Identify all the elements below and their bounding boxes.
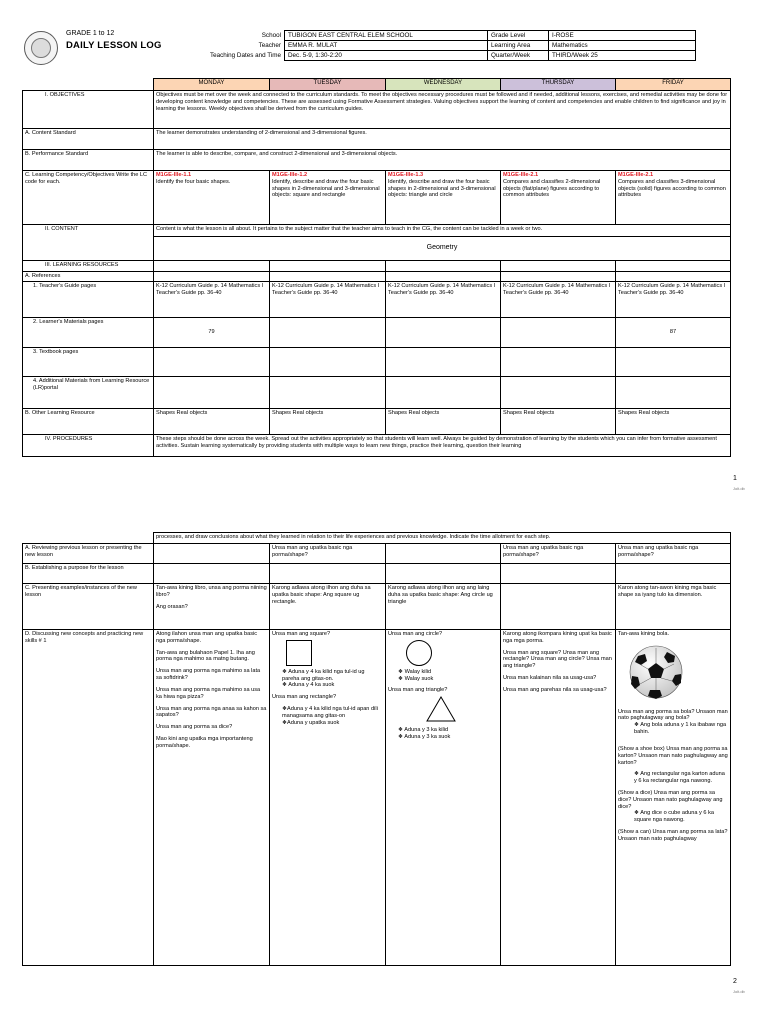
bullet-text: Aduna y 4 ka kilid nga tul-id ug pareha ang gitas-on.	[282, 668, 365, 682]
fri-line: Tan-awa kining bola.	[618, 631, 669, 637]
tg-wednesday: K-12 Curriculum Guide p. 14 Mathematics I Teacher's Guide pp. 36-40	[386, 281, 501, 317]
quarter-value: THIRD/Week 25	[549, 51, 696, 61]
page-footer-mark: Jolt.db	[733, 989, 745, 994]
lc-text: Compares and classifies 2-dimensional objects (flat/plane) figures according to common attributes	[503, 178, 601, 199]
row-procedures	[23, 434, 731, 456]
bullet-text: Aduna y 3 ka suok	[404, 733, 451, 740]
row-other-resource	[23, 408, 731, 434]
gradelevel-value: I-ROSE	[549, 31, 696, 41]
row-objectives	[23, 91, 731, 129]
day-monday: MONDAY	[154, 79, 270, 91]
resources-label: III. LEARNING RESOURCES	[23, 261, 154, 272]
wed-q-circle: Unsa man ang circle?	[388, 631, 443, 637]
lc-text: Compares and classifies 3-dimensional objects (solid) figures according to common attributes	[618, 178, 726, 199]
wed-triangle-bullet: ❖ Aduna y 3 ka kilid	[398, 727, 449, 734]
other-monday: Shapes Real objects	[154, 408, 270, 434]
lc-code: M1GE-IIIe-1.2	[272, 172, 308, 178]
day-thursday: THURSDAY	[501, 79, 616, 91]
tue-square-bullet: ❖ Aduna y 4 ka kilid nga tul-id ug pareha ang gitas-on.	[282, 668, 365, 682]
discussing-friday	[616, 630, 731, 966]
row-references	[23, 272, 731, 282]
row-performance-standard	[23, 150, 731, 171]
fri-bullet: ❖ Ang dice o cube aduna y 6 ka square nga nawong.	[634, 810, 714, 824]
competency-wednesday	[386, 171, 501, 225]
row-learners-materials	[23, 317, 731, 347]
procedures-text: These steps should be done across the week. Spread out the activities appropriately so that students will learn well. Always be guided by demonstration of learning by the students which you can infer from formative assessment activities. Sustain learning systematically by providing students with multiple ways to learn new things, practice their learning, question their learning	[154, 434, 731, 456]
mon-line: Atong ilahon unsa man ang upatka basic nga porma/shape.	[156, 631, 258, 644]
other-wednesday: Shapes Real objects	[386, 408, 501, 434]
content-label: II. CONTENT	[23, 225, 154, 261]
lm-wednesday	[386, 317, 501, 347]
mon-line: Unsa man ang porma nga mahimo sa lata sa softdrink?	[156, 668, 261, 682]
presenting-monday	[154, 584, 270, 630]
school-value: TUBIGON EAST CENTRAL ELEM SCHOOL	[285, 31, 488, 41]
thu-line: Karong atong ikompara kining upat ka basic nga mga porma.	[503, 631, 612, 644]
bullet-text: Aduna y 4 ka suok	[288, 682, 335, 689]
page-number: 1	[733, 475, 737, 482]
competency-monday	[154, 171, 270, 225]
lc-text: Identify, describe and draw the four basic shapes in 2-dimensional and 3-dimensional objects: square and rectangle	[272, 178, 380, 199]
area-value: Mathematics	[549, 41, 696, 51]
presenting-monday-text: Tan-awa kining libro, unsa ang porma niining libro?	[156, 585, 267, 598]
wed-circle-bullet: ❖ Walay suok	[398, 675, 434, 682]
discussing-thursday	[501, 630, 616, 966]
fri-line: Unsa man ang porma sa bola? Unsaon man nato paghulagway ang bola?	[618, 708, 728, 722]
mon-line: Unsa man ang porma nga anaa sa kahon sa sapatos?	[156, 705, 267, 719]
tg-tuesday: K-12 Curriculum Guide p. 14 Mathematics I Teacher's Guide pp. 36-40	[270, 281, 386, 317]
day-tuesday: TUESDAY	[270, 79, 386, 91]
tue-q-square: Unsa man ang square?	[272, 631, 331, 637]
discussing-tuesday	[270, 630, 386, 966]
row-discussing	[23, 630, 731, 966]
reviewing-tuesday: Unsa man ang upatka basic nga porma/shape?	[270, 544, 386, 564]
lc-text: Identify, describe and draw the four basic shapes in 2-dimensional and 3-dimensional objects: triangle and circle	[388, 178, 496, 199]
page-footer-mark: Jolt.db	[733, 486, 745, 491]
day-friday: FRIDAY	[616, 79, 731, 91]
objectives-label: I. OBJECTIVES	[23, 91, 154, 129]
bullet-text: Aduna y upatka suok	[287, 719, 340, 726]
quarter-label: Quarter/Week	[488, 51, 549, 61]
textbook-label: 3. Textbook pages	[23, 347, 154, 376]
fri-line: (Show a dice) Unsa man ang porma sa dice? Unsaon man nato paghulagway ang dice?	[618, 789, 723, 810]
bullet-text: Aduna y 4 ka kilid nga tul-id apan dili managsama ang gitas-on	[282, 706, 378, 719]
mon-line: Mao kini ang upatka mga importanteng porma/shape.	[156, 735, 253, 749]
fri-line: (Show a shoe box) Unsa man ang porma sa karton? Unsaon man nato paghulagway ang karton?	[618, 745, 728, 766]
tg-thursday: K-12 Curriculum Guide p. 14 Mathematics I Teacher's Guide pp. 36-40	[501, 281, 616, 317]
presenting-tuesday: Karong adlawa atong ilhon ang duha sa upatka basic shape: Ang square ug rectangle.	[270, 584, 386, 630]
procedures-label: IV. PROCEDURES	[23, 434, 154, 456]
other-resource-label: B. Other Learning Resource	[23, 408, 154, 434]
lc-code: M1GE-IIIe-2.1	[618, 172, 654, 178]
content-standard-label: A. Content Standard	[23, 129, 154, 150]
deped-seal	[24, 31, 58, 65]
tue-q-rectangle: Unsa man ang rectangle?	[272, 694, 337, 701]
performance-standard-text: The learner is able to describe, compare, and construct 2-dimensional and 3-dimensional objects.	[154, 150, 731, 171]
row-presenting	[23, 584, 731, 630]
lc-text: Identify the four basic shapes.	[156, 178, 231, 185]
row-teachers-guide	[23, 281, 731, 317]
reviewing-friday: Unsa man ang upatka basic nga porma/shape?	[616, 544, 731, 564]
reviewing-wednesday	[386, 544, 501, 564]
tg-monday: K-12 Curriculum Guide p. 14 Mathematics I Teacher's Guide pp. 36-40	[154, 281, 270, 317]
bullet-text: Ang rectangular nga karton aduna y 6 ka rectangular nga nawong.	[634, 771, 725, 785]
fri-bullet: ❖ Ang rectangular nga karton aduna y 6 ka rectangular nga nawong.	[634, 771, 725, 785]
page-2	[0, 512, 768, 1024]
bullet-text: Walay kilid	[404, 668, 432, 675]
grade-label: GRADE 1 to 12	[66, 30, 115, 37]
row-textbook	[23, 347, 731, 376]
row-competency	[23, 171, 731, 225]
presenting-label: C. Presenting examples/instances of the new lesson	[23, 584, 154, 630]
purpose-label: B. Establishing a purpose for the lesson	[23, 564, 154, 584]
bullet-text: Ang bola aduna y 1 ka ibabaw nga bahin.	[634, 722, 727, 736]
lm-thursday	[501, 317, 616, 347]
dates-label: Teaching Dates and Time	[168, 51, 285, 61]
wed-triangle-bullet: ❖ Aduna y 3 ka suok	[398, 733, 451, 740]
wed-q-triangle: Unsa man ang triangle?	[388, 687, 448, 694]
day-wednesday: WEDNESDAY	[386, 79, 501, 91]
content-value: Geometry	[154, 237, 731, 261]
lm-monday: 79	[154, 317, 270, 347]
learners-materials-label: 2. Learner's Materials pages	[23, 317, 154, 347]
thu-line: Unsa man ang parehas nila sa usag-usa?	[503, 686, 607, 693]
school-label: School	[168, 31, 285, 41]
circle-shape	[406, 640, 432, 666]
presenting-monday-text2: Ang orasan?	[156, 603, 188, 610]
lesson-table-page1	[22, 78, 731, 457]
lc-code: M1GE-IIIe-1.1	[156, 172, 192, 178]
mon-line: Unsa man ang porma sa dice?	[156, 724, 233, 731]
presenting-wednesday: Karong adlawa atong ilhon ang ang laing duha sa upatka basic shape: Ang circle ug triangle	[386, 584, 501, 630]
soccer-ball-image	[628, 644, 684, 700]
meta-table	[168, 30, 696, 61]
content-standard-text: The learner demonstrates understanding of 2-dimensional and 3-dimensional figures.	[154, 129, 731, 150]
other-tuesday: Shapes Real objects	[270, 408, 386, 434]
row-purpose	[23, 564, 731, 584]
fri-line: (Show a can) Unsa man ang porma sa lata? Unsaon man nato paghulagway	[618, 829, 728, 842]
row-resources	[23, 261, 731, 272]
mon-line: Unsa man ang porma nga mahimo sa usa ka hiwa nga pizza?	[156, 686, 261, 700]
gradelevel-label: Grade Level	[488, 31, 549, 41]
thu-line: Unsa man kalainan nila sa usag-usa?	[503, 675, 597, 682]
area-label: Learning Area	[488, 41, 549, 51]
reviewing-label: A. Reviewing previous lesson or presenting the new lesson	[23, 544, 154, 564]
teacher-label: Teacher	[168, 41, 285, 51]
lm-tuesday	[270, 317, 386, 347]
teacher-value: EMMA R. MULAT	[285, 41, 488, 51]
other-thursday: Shapes Real objects	[501, 408, 616, 434]
lc-code: M1GE-IIIe-1.3	[388, 172, 424, 178]
discussing-label: D. Discussing new concepts and practicing new skills # 1	[23, 630, 154, 966]
tue-rect-bullet: ❖Aduna y 4 ka kilid nga tul-id apan dili managsama ang gitas-on	[282, 706, 378, 719]
additional-materials-label: 4. Additional Materials from Learning Resource (LR)portal	[23, 376, 154, 408]
bullet-text: Walay suok	[404, 675, 434, 682]
title-block	[66, 30, 162, 51]
reviewing-monday	[154, 544, 270, 564]
competency-friday	[616, 171, 731, 225]
thu-line: Unsa man ang square? Unsa man ang rectangle? Unsa man ang circle? Unsa man ang triangle?	[503, 649, 612, 670]
other-friday: Shapes Real objects	[616, 408, 731, 434]
tg-friday: K-12 Curriculum Guide p. 14 Mathematics I Teacher's Guide pp. 36-40	[616, 281, 731, 317]
presenting-friday: Karon atong tan-awon kining mga basic shape sa iyang tulo ka dimension.	[616, 584, 731, 630]
bullet-text: Aduna y 3 ka kilid	[404, 727, 449, 734]
row-content-standard	[23, 129, 731, 150]
teachers-guide-label: 1. Teacher's Guide pages	[23, 281, 154, 317]
lc-code: M1GE-IIIe-2.1	[503, 172, 539, 178]
wed-circle-bullet: ❖ Walay kilid	[398, 668, 432, 675]
row-additional	[23, 376, 731, 408]
dates-value: Dec. 5-9, 1:30-2:20	[285, 51, 488, 61]
day-header-row	[23, 79, 731, 91]
row-procedures-cont	[23, 533, 731, 544]
discussing-wednesday	[386, 630, 501, 966]
performance-standard-label: B. Performance Standard	[23, 150, 154, 171]
mon-line: Tan-awa ang bulahaon Papel 1. Iha ang porma nga mahimo sa matng butang.	[156, 649, 255, 663]
lesson-table-page2	[22, 532, 731, 966]
lm-friday: 87	[616, 317, 731, 347]
tue-rect-bullet: ❖Aduna y upatka suok	[282, 719, 340, 726]
triangle-shape	[426, 696, 456, 722]
fri-bullet: ❖ Ang bola aduna y 1 ka ibabaw nga bahin.	[634, 722, 727, 736]
doc-title: DAILY LESSON LOG	[66, 40, 162, 51]
competency-label: C. Learning Competency/Objectives Write the LC code for each.	[23, 171, 154, 225]
competency-tuesday	[270, 171, 386, 225]
references-label: A. References	[23, 272, 154, 282]
square-shape	[286, 640, 312, 666]
row-reviewing	[23, 544, 731, 564]
objectives-text: Objectives must be met over the week and connected to the curriculum standards. To meet the objectives necessary procedures must be followed and if needed, additional lessons, exercises, and remedial activities may be done for developing content knowledge and competencies. These are assessed using Formative Assessment strategies. Valuing objectives support the learning of content and competencies and enable children to find significance and joy in learning the lessons. Weekly objectives shall be derived from the curriculum guides.	[154, 91, 731, 129]
page-1	[0, 0, 768, 500]
bullet-text: Ang dice o cube aduna y 6 ka square nga nawong.	[634, 810, 714, 824]
reviewing-thursday: Unsa man ang upatka basic nga porma/shape?	[501, 544, 616, 564]
procedures-cont-text: processes, and draw conclusions about what they learned in relation to their life experiences and previous knowledge. Indicate the time allotment for each step.	[154, 533, 731, 544]
discussing-monday	[154, 630, 270, 966]
tue-square-bullet: ❖ Aduna y 4 ka suok	[282, 682, 335, 689]
header	[22, 30, 734, 64]
row-content	[23, 225, 731, 237]
competency-thursday	[501, 171, 616, 225]
content-text: Content is what the lesson is all about. It pertains to the subject matter that the teacher aims to teach in the CG, the content can be tackled in a week or two.	[154, 225, 731, 237]
page-number: 2	[733, 978, 737, 985]
